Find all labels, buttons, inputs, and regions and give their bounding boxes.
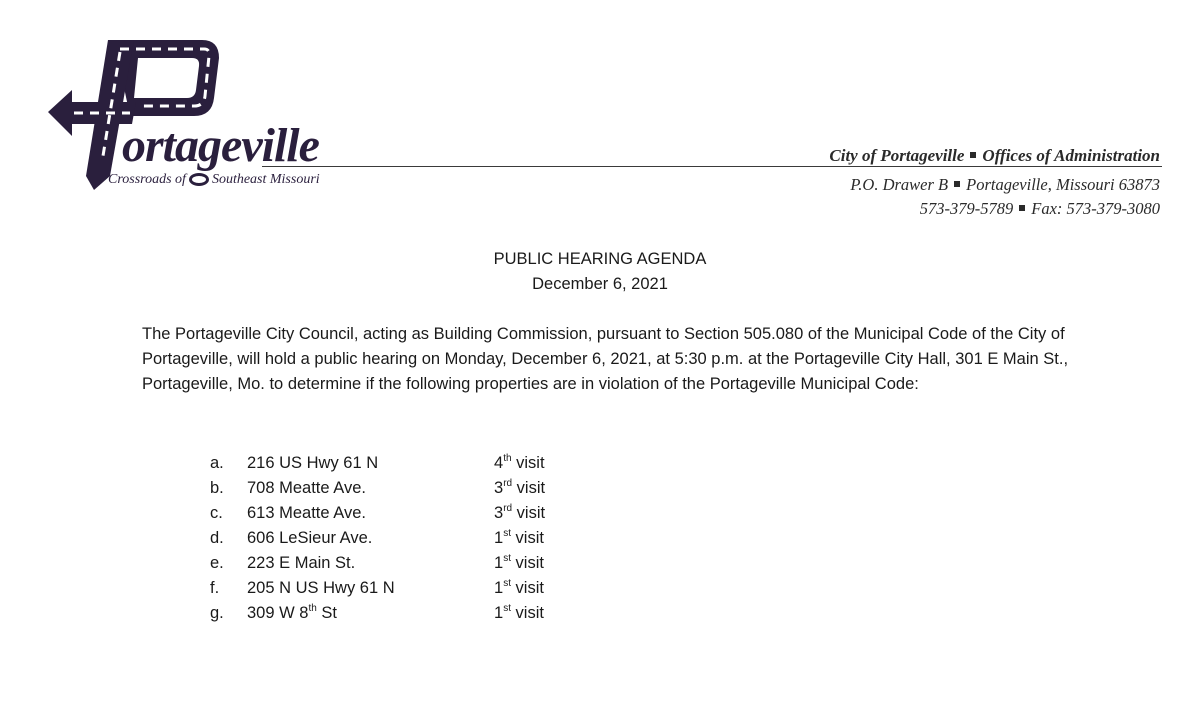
address-superscript: th: [308, 603, 317, 614]
visit-superscript: st: [503, 603, 511, 614]
bullet-square-icon: [954, 181, 960, 187]
portageville-logo: [44, 36, 374, 196]
visit-word: visit: [510, 579, 544, 597]
item-visit: [494, 451, 545, 476]
item-visit: [494, 576, 544, 601]
city-state: Portageville, Missouri 63873: [966, 175, 1160, 194]
address: P.O. Drawer B: [850, 175, 949, 194]
letterhead-address-line: [850, 175, 1160, 195]
logo-wordmark: ortageville: [122, 119, 319, 172]
item-address: [247, 526, 372, 551]
tagline-right: Southeast Missouri: [211, 172, 320, 187]
logo-tagline: [108, 172, 320, 188]
phone: 573-379-5789: [919, 199, 1014, 218]
item-letter: e.: [210, 554, 224, 572]
property-list: [210, 451, 610, 626]
fax: Fax: 573-379-3080: [1031, 199, 1160, 218]
item-address: [247, 501, 366, 526]
item-address: [247, 476, 366, 501]
item-address: [247, 551, 355, 576]
list-item: [210, 476, 610, 501]
visit-superscript: st: [503, 578, 511, 589]
item-address: [247, 576, 395, 601]
item-visit: [494, 551, 544, 576]
visit-word: visit: [510, 529, 544, 547]
address-text: 606 LeSieur Ave.: [247, 529, 373, 547]
address-text: 216 US Hwy 61 N: [247, 454, 379, 472]
visit-word: visit: [512, 479, 546, 497]
agenda-title: PUBLIC HEARING AGENDA: [493, 250, 707, 268]
visit-number: 3: [494, 504, 504, 522]
visit-number: 1: [494, 554, 504, 572]
intro-paragraph: The Portageville City Council, acting as Building Commission, pursuant to Section 505.080 of the Municipal Code of the City of Portageville, will hold a public hearing on Monday, December 6, 2021, at 5:30 p.m. at the Portageville City Hall, 301 E Main St., Portageville, Mo. to determine if the following properties are in violation of the Portageville Municipal Code:: [142, 325, 1069, 393]
visit-word: visit: [510, 554, 544, 572]
visit-word: visit: [512, 504, 546, 522]
letterhead-rule: [262, 166, 1162, 167]
org-name: City of Portageville: [829, 146, 965, 165]
agenda-date: December 6, 2021: [532, 275, 668, 293]
address-text: 223 E Main St.: [247, 554, 356, 572]
address-text: 708 Meatte Ave.: [247, 479, 366, 497]
visit-number: 1: [494, 579, 504, 597]
item-letter: a.: [210, 454, 224, 472]
list-item: [210, 551, 610, 576]
list-item: [210, 451, 610, 476]
item-visit: [494, 476, 545, 501]
item-letter: f.: [210, 579, 220, 597]
item-visit: [494, 601, 544, 626]
visit-word: visit: [510, 604, 544, 622]
item-address: [247, 601, 337, 626]
item-visit: [494, 501, 545, 526]
list-item: [210, 576, 610, 601]
item-address: [247, 451, 378, 476]
bullet-square-icon: [970, 152, 976, 158]
visit-number: 1: [494, 604, 504, 622]
visit-number: 3: [494, 479, 504, 497]
address-text: 205 N US Hwy 61 N: [247, 579, 395, 597]
visit-superscript: rd: [503, 478, 513, 489]
tagline-left: Crossroads of: [108, 172, 186, 187]
list-item: [210, 501, 610, 526]
list-item: [210, 601, 610, 626]
letterhead-contact-line: [920, 199, 1160, 219]
visit-number: 4: [494, 454, 504, 472]
office-name: Offices of Administration: [982, 146, 1160, 165]
address-tail: St: [316, 604, 337, 622]
address-text: 309 W 8: [247, 604, 309, 622]
item-letter: d.: [210, 529, 224, 547]
list-item: [210, 526, 610, 551]
visit-superscript: st: [503, 528, 511, 539]
visit-superscript: th: [503, 453, 512, 464]
item-letter: b.: [210, 479, 224, 497]
item-visit: [494, 526, 544, 551]
item-letter: g.: [210, 604, 224, 622]
visit-superscript: st: [503, 553, 511, 564]
bullet-square-icon: [1019, 205, 1025, 211]
item-letter: c.: [210, 504, 223, 522]
address-text: 613 Meatte Ave.: [247, 504, 366, 522]
visit-number: 1: [494, 529, 504, 547]
visit-superscript: rd: [503, 503, 513, 514]
visit-word: visit: [511, 454, 545, 472]
letterhead-org-line: [829, 146, 1160, 166]
tagline-circle-icon: [189, 173, 209, 186]
